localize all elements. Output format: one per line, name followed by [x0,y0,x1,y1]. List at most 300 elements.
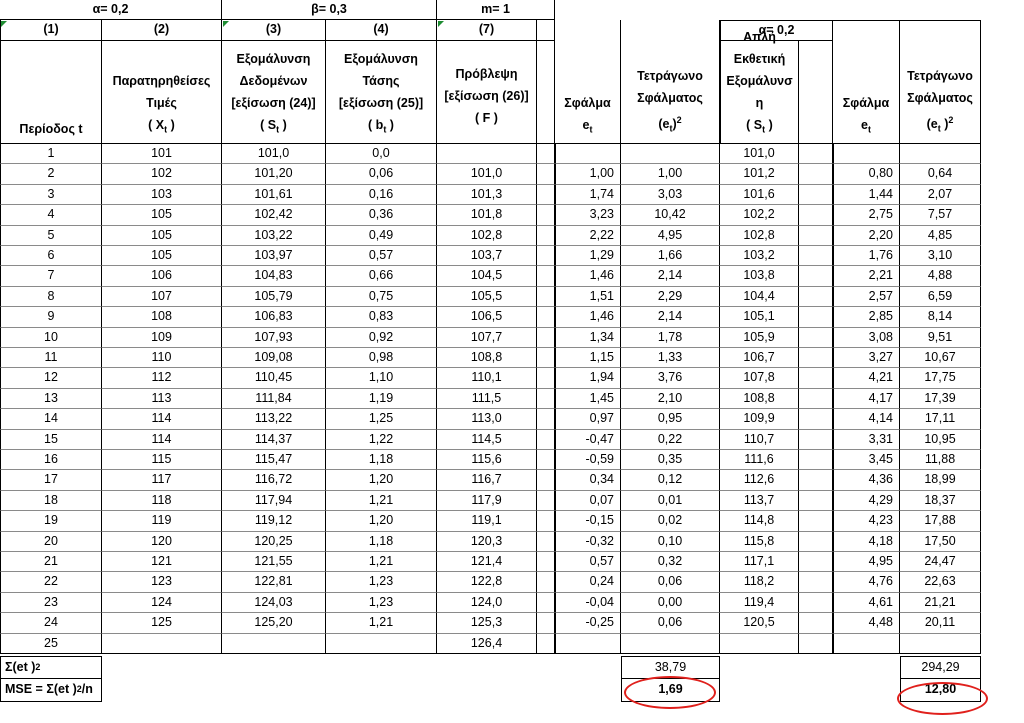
cell-empty[interactable] [537,532,555,552]
cell-smooth-data[interactable]: 122,81 [222,572,326,592]
cell-error-2[interactable]: 4,23 [833,511,900,531]
cell-sq-error[interactable]: 3,03 [621,185,720,205]
param-alpha-1[interactable]: α= 0,2 [0,0,222,20]
cell-observed[interactable]: 105 [102,246,222,266]
cell-sq-error-2[interactable]: 6,59 [900,287,981,307]
cell-sq-error[interactable]: 0,12 [621,470,720,490]
cell-forecast[interactable] [437,144,537,164]
cell-sq-error-2[interactable]: 11,88 [900,450,981,470]
cell-period[interactable]: 22 [0,572,102,592]
cell-period[interactable]: 15 [0,430,102,450]
cell-error[interactable]: 1,34 [555,328,621,348]
cell-smooth-data[interactable]: 103,97 [222,246,326,266]
mse-value-2[interactable]: 12,80 [900,679,981,702]
cell-sq-error-2[interactable] [900,144,981,164]
cell-error-2[interactable]: 0,80 [833,164,900,184]
cell-error-2[interactable]: 3,08 [833,328,900,348]
cell-empty[interactable] [537,572,555,592]
cell-smooth-data[interactable]: 111,84 [222,389,326,409]
cell-error-2[interactable]: 4,61 [833,593,900,613]
cell-forecast[interactable]: 122,8 [437,572,537,592]
cell-simple-exp[interactable]: 104,4 [720,287,799,307]
cell-error-2[interactable] [833,634,900,654]
cell-smooth-trend[interactable]: 1,23 [326,593,437,613]
cell-forecast[interactable]: 115,6 [437,450,537,470]
cell-simple-exp[interactable]: 112,6 [720,470,799,490]
cell-forecast[interactable]: 125,3 [437,613,537,633]
cell-smooth-trend[interactable]: 0,0 [326,144,437,164]
sum-value-2[interactable]: 294,29 [900,656,981,679]
cell-empty[interactable] [537,266,555,286]
cell-smooth-trend[interactable]: 1,21 [326,491,437,511]
cell-sq-error[interactable] [621,634,720,654]
cell-empty[interactable] [799,348,833,368]
cell-error[interactable]: 1,29 [555,246,621,266]
cell-sq-error[interactable]: 0,35 [621,450,720,470]
cell-error-2[interactable]: 4,29 [833,491,900,511]
cell-forecast[interactable]: 113,0 [437,409,537,429]
cell-error-2[interactable]: 4,95 [833,552,900,572]
cell-error-2[interactable]: 4,76 [833,572,900,592]
cell-empty[interactable] [537,409,555,429]
cell-error[interactable] [555,634,621,654]
cell-forecast[interactable]: 101,8 [437,205,537,225]
cell-simple-exp[interactable]: 101,0 [720,144,799,164]
cell-empty[interactable] [799,246,833,266]
cell-forecast[interactable]: 101,3 [437,185,537,205]
cell-observed[interactable]: 125 [102,613,222,633]
cell-smooth-trend[interactable]: 1,23 [326,572,437,592]
cell-error[interactable]: 0,57 [555,552,621,572]
cell-sq-error[interactable]: 0,00 [621,593,720,613]
cell-period[interactable]: 19 [0,511,102,531]
cell-smooth-trend[interactable]: 0,66 [326,266,437,286]
cell-empty[interactable] [799,613,833,633]
cell-error[interactable]: 1,15 [555,348,621,368]
cell-sq-error[interactable]: 0,32 [621,552,720,572]
cell-empty[interactable] [537,185,555,205]
cell-period[interactable]: 12 [0,368,102,388]
cell-observed[interactable] [102,634,222,654]
cell-empty[interactable] [537,164,555,184]
cell-observed[interactable]: 120 [102,532,222,552]
cell-sq-error-2[interactable]: 18,99 [900,470,981,490]
cell-empty[interactable] [537,613,555,633]
cell-smooth-data[interactable]: 104,83 [222,266,326,286]
cell-error-2[interactable]: 1,44 [833,185,900,205]
cell-empty[interactable] [537,491,555,511]
cell-empty[interactable] [537,450,555,470]
cell-sq-error-2[interactable]: 22,63 [900,572,981,592]
cell-error-2[interactable]: 2,21 [833,266,900,286]
cell-period[interactable]: 16 [0,450,102,470]
cell-smooth-data[interactable]: 106,83 [222,307,326,327]
cell-error[interactable]: -0,59 [555,450,621,470]
cell-error[interactable]: 3,23 [555,205,621,225]
cell-error-2[interactable]: 2,20 [833,226,900,246]
cell-period[interactable]: 18 [0,491,102,511]
cell-error[interactable]: 0,24 [555,572,621,592]
cell-empty[interactable] [799,572,833,592]
cell-period[interactable]: 6 [0,246,102,266]
cell-smooth-data[interactable]: 119,12 [222,511,326,531]
cell-error-2[interactable]: 4,48 [833,613,900,633]
cell-forecast[interactable]: 119,1 [437,511,537,531]
cell-empty[interactable] [799,552,833,572]
cell-error[interactable]: 2,22 [555,226,621,246]
cell-error[interactable]: 1,74 [555,185,621,205]
cell-period[interactable]: 1 [0,144,102,164]
cell-smooth-trend[interactable]: 1,25 [326,409,437,429]
cell-sq-error[interactable]: 2,14 [621,266,720,286]
cell-period[interactable]: 14 [0,409,102,429]
cell-observed[interactable]: 108 [102,307,222,327]
cell-empty[interactable] [537,511,555,531]
cell-sq-error-2[interactable] [900,634,981,654]
cell-forecast[interactable]: 110,1 [437,368,537,388]
cell-observed[interactable]: 124 [102,593,222,613]
cell-empty[interactable] [537,287,555,307]
cell-forecast[interactable]: 120,3 [437,532,537,552]
cell-sq-error-2[interactable]: 9,51 [900,328,981,348]
cell-simple-exp[interactable]: 115,8 [720,532,799,552]
cell-simple-exp[interactable] [720,634,799,654]
cell-empty[interactable] [799,307,833,327]
cell-smooth-trend[interactable]: 0,92 [326,328,437,348]
cell-forecast[interactable]: 116,7 [437,470,537,490]
cell-observed[interactable]: 112 [102,368,222,388]
cell-period[interactable]: 5 [0,226,102,246]
cell-smooth-trend[interactable]: 0,16 [326,185,437,205]
cell-smooth-data[interactable]: 120,25 [222,532,326,552]
cell-simple-exp[interactable]: 102,2 [720,205,799,225]
cell-period[interactable]: 17 [0,470,102,490]
cell-observed[interactable]: 105 [102,226,222,246]
cell-period[interactable]: 9 [0,307,102,327]
cell-error-2[interactable]: 1,76 [833,246,900,266]
cell-empty[interactable] [799,266,833,286]
cell-empty[interactable] [799,144,833,164]
cell-sq-error[interactable]: 0,10 [621,532,720,552]
cell-sq-error-2[interactable]: 21,21 [900,593,981,613]
cell-simple-exp[interactable]: 110,7 [720,430,799,450]
cell-forecast[interactable]: 111,5 [437,389,537,409]
cell-observed[interactable]: 119 [102,511,222,531]
cell-empty[interactable] [799,491,833,511]
cell-forecast[interactable]: 108,8 [437,348,537,368]
cell-smooth-trend[interactable]: 1,21 [326,552,437,572]
cell-sq-error-2[interactable]: 0,64 [900,164,981,184]
cell-empty[interactable] [537,470,555,490]
cell-period[interactable]: 10 [0,328,102,348]
cell-forecast[interactable]: 126,4 [437,634,537,654]
cell-period[interactable]: 24 [0,613,102,633]
cell-empty[interactable] [537,368,555,388]
cell-forecast[interactable]: 103,7 [437,246,537,266]
cell-sq-error[interactable]: 2,29 [621,287,720,307]
cell-empty[interactable] [537,389,555,409]
cell-smooth-data[interactable]: 109,08 [222,348,326,368]
cell-observed[interactable]: 114 [102,409,222,429]
cell-error-2[interactable] [833,144,900,164]
cell-simple-exp[interactable]: 114,8 [720,511,799,531]
cell-error-2[interactable]: 2,85 [833,307,900,327]
cell-smooth-data[interactable]: 101,20 [222,164,326,184]
cell-error-2[interactable]: 3,31 [833,430,900,450]
cell-observed[interactable]: 123 [102,572,222,592]
cell-sq-error-2[interactable]: 4,85 [900,226,981,246]
cell-sq-error[interactable]: 10,42 [621,205,720,225]
cell-smooth-trend[interactable]: 1,19 [326,389,437,409]
cell-empty[interactable] [537,144,555,164]
cell-empty[interactable] [537,246,555,266]
cell-smooth-trend[interactable]: 1,10 [326,368,437,388]
cell-sq-error[interactable]: 1,33 [621,348,720,368]
cell-sq-error[interactable]: 0,22 [621,430,720,450]
cell-error[interactable]: -0,25 [555,613,621,633]
cell-smooth-data[interactable]: 121,55 [222,552,326,572]
cell-smooth-trend[interactable]: 1,20 [326,511,437,531]
cell-simple-exp[interactable]: 113,7 [720,491,799,511]
cell-sq-error-2[interactable]: 17,88 [900,511,981,531]
cell-sq-error[interactable]: 1,66 [621,246,720,266]
cell-sq-error[interactable]: 2,10 [621,389,720,409]
cell-empty[interactable] [799,450,833,470]
cell-period[interactable]: 20 [0,532,102,552]
cell-sq-error[interactable]: 0,02 [621,511,720,531]
cell-observed[interactable]: 117 [102,470,222,490]
cell-smooth-data[interactable]: 116,72 [222,470,326,490]
cell-error[interactable]: -0,47 [555,430,621,450]
cell-simple-exp[interactable]: 111,6 [720,450,799,470]
cell-simple-exp[interactable]: 119,4 [720,593,799,613]
cell-smooth-trend[interactable]: 0,75 [326,287,437,307]
cell-forecast[interactable]: 117,9 [437,491,537,511]
cell-error-2[interactable]: 2,75 [833,205,900,225]
cell-error-2[interactable]: 3,45 [833,450,900,470]
cell-smooth-data[interactable]: 102,42 [222,205,326,225]
cell-empty[interactable] [799,287,833,307]
cell-simple-exp[interactable]: 105,1 [720,307,799,327]
cell-sq-error-2[interactable]: 17,11 [900,409,981,429]
cell-smooth-data[interactable]: 101,0 [222,144,326,164]
cell-simple-exp[interactable]: 101,2 [720,164,799,184]
cell-smooth-trend[interactable]: 1,21 [326,613,437,633]
cell-error[interactable]: 1,46 [555,307,621,327]
cell-period[interactable]: 13 [0,389,102,409]
cell-empty[interactable] [799,511,833,531]
cell-error-2[interactable]: 4,21 [833,368,900,388]
cell-error-2[interactable]: 2,57 [833,287,900,307]
cell-smooth-trend[interactable]: 1,22 [326,430,437,450]
cell-empty[interactable] [537,552,555,572]
cell-empty[interactable] [799,328,833,348]
param-m[interactable]: m= 1 [437,0,555,20]
cell-error[interactable]: 1,94 [555,368,621,388]
cell-sq-error-2[interactable]: 17,50 [900,532,981,552]
cell-empty[interactable] [537,307,555,327]
cell-simple-exp[interactable]: 120,5 [720,613,799,633]
cell-observed[interactable]: 102 [102,164,222,184]
cell-error[interactable]: -0,15 [555,511,621,531]
cell-empty[interactable] [799,205,833,225]
cell-error[interactable]: -0,04 [555,593,621,613]
cell-error[interactable]: 1,45 [555,389,621,409]
cell-error-2[interactable]: 3,27 [833,348,900,368]
cell-empty[interactable] [537,634,555,654]
cell-period[interactable]: 4 [0,205,102,225]
cell-smooth-data[interactable]: 107,93 [222,328,326,348]
cell-smooth-data[interactable]: 103,22 [222,226,326,246]
cell-empty[interactable] [799,185,833,205]
cell-forecast[interactable]: 104,5 [437,266,537,286]
cell-forecast[interactable]: 124,0 [437,593,537,613]
cell-simple-exp[interactable]: 103,2 [720,246,799,266]
cell-observed[interactable]: 110 [102,348,222,368]
cell-period[interactable]: 23 [0,593,102,613]
cell-smooth-data[interactable]: 117,94 [222,491,326,511]
cell-sq-error[interactable]: 4,95 [621,226,720,246]
cell-smooth-data[interactable]: 125,20 [222,613,326,633]
cell-forecast[interactable]: 107,7 [437,328,537,348]
cell-sq-error-2[interactable]: 2,07 [900,185,981,205]
cell-observed[interactable]: 106 [102,266,222,286]
cell-simple-exp[interactable]: 117,1 [720,552,799,572]
cell-error-2[interactable]: 4,36 [833,470,900,490]
cell-empty[interactable] [537,430,555,450]
sum-value-1[interactable]: 38,79 [621,656,720,679]
cell-sq-error[interactable]: 2,14 [621,307,720,327]
cell-period[interactable]: 2 [0,164,102,184]
cell-simple-exp[interactable]: 108,8 [720,389,799,409]
param-alpha-2[interactable]: α= 0,2 [720,20,833,41]
cell-empty[interactable] [799,532,833,552]
cell-sq-error-2[interactable]: 3,10 [900,246,981,266]
cell-smooth-data[interactable]: 101,61 [222,185,326,205]
cell-sq-error[interactable]: 1,00 [621,164,720,184]
cell-period[interactable]: 25 [0,634,102,654]
cell-smooth-trend[interactable]: 0,98 [326,348,437,368]
cell-period[interactable]: 8 [0,287,102,307]
cell-observed[interactable]: 118 [102,491,222,511]
cell-smooth-data[interactable]: 124,03 [222,593,326,613]
cell-period[interactable]: 21 [0,552,102,572]
cell-sq-error-2[interactable]: 17,75 [900,368,981,388]
cell-simple-exp[interactable]: 101,6 [720,185,799,205]
cell-error[interactable]: 0,97 [555,409,621,429]
cell-sq-error-2[interactable]: 7,57 [900,205,981,225]
cell-simple-exp[interactable]: 102,8 [720,226,799,246]
cell-empty[interactable] [799,593,833,613]
cell-observed[interactable]: 114 [102,430,222,450]
param-beta[interactable]: β= 0,3 [222,0,437,20]
cell-sq-error-2[interactable]: 8,14 [900,307,981,327]
cell-observed[interactable]: 121 [102,552,222,572]
cell-smooth-trend[interactable]: 1,18 [326,532,437,552]
cell-error[interactable]: -0,32 [555,532,621,552]
cell-smooth-trend[interactable]: 1,18 [326,450,437,470]
cell-forecast[interactable]: 114,5 [437,430,537,450]
cell-sq-error-2[interactable]: 17,39 [900,389,981,409]
cell-sq-error[interactable]: 3,76 [621,368,720,388]
cell-sq-error[interactable]: 0,95 [621,409,720,429]
cell-empty[interactable] [799,368,833,388]
cell-smooth-trend[interactable]: 0,57 [326,246,437,266]
cell-smooth-data[interactable]: 105,79 [222,287,326,307]
cell-sq-error-2[interactable]: 10,67 [900,348,981,368]
cell-forecast[interactable]: 105,5 [437,287,537,307]
cell-observed[interactable]: 105 [102,205,222,225]
cell-forecast[interactable]: 102,8 [437,226,537,246]
cell-simple-exp[interactable]: 103,8 [720,266,799,286]
cell-simple-exp[interactable]: 105,9 [720,328,799,348]
cell-empty[interactable] [799,430,833,450]
cell-smooth-data[interactable]: 115,47 [222,450,326,470]
cell-error[interactable]: 1,46 [555,266,621,286]
cell-observed[interactable]: 109 [102,328,222,348]
cell-simple-exp[interactable]: 106,7 [720,348,799,368]
cell-sq-error[interactable] [621,144,720,164]
cell-empty[interactable] [537,348,555,368]
cell-smooth-trend[interactable]: 1,20 [326,470,437,490]
cell-empty[interactable] [537,328,555,348]
cell-smooth-data[interactable] [222,634,326,654]
cell-simple-exp[interactable]: 107,8 [720,368,799,388]
cell-error-2[interactable]: 4,14 [833,409,900,429]
cell-sq-error-2[interactable]: 4,88 [900,266,981,286]
cell-empty[interactable] [537,226,555,246]
cell-observed[interactable]: 103 [102,185,222,205]
mse-value-1[interactable]: 1,69 [621,679,720,702]
cell-error[interactable]: 0,34 [555,470,621,490]
cell-smooth-data[interactable]: 114,37 [222,430,326,450]
cell-observed[interactable]: 115 [102,450,222,470]
cell-empty[interactable] [799,164,833,184]
cell-period[interactable]: 7 [0,266,102,286]
cell-period[interactable]: 11 [0,348,102,368]
cell-error[interactable]: 0,07 [555,491,621,511]
cell-observed[interactable]: 101 [102,144,222,164]
cell-sq-error[interactable]: 0,06 [621,572,720,592]
cell-sq-error-2[interactable]: 24,47 [900,552,981,572]
cell-forecast[interactable]: 106,5 [437,307,537,327]
cell-smooth-data[interactable]: 110,45 [222,368,326,388]
cell-error-2[interactable]: 4,17 [833,389,900,409]
cell-simple-exp[interactable]: 118,2 [720,572,799,592]
cell-error-2[interactable]: 4,18 [833,532,900,552]
cell-period[interactable]: 3 [0,185,102,205]
cell-observed[interactable]: 113 [102,389,222,409]
cell-sq-error[interactable]: 0,01 [621,491,720,511]
cell-forecast[interactable]: 121,4 [437,552,537,572]
cell-forecast[interactable]: 101,0 [437,164,537,184]
cell-sq-error-2[interactable]: 20,11 [900,613,981,633]
cell-empty[interactable] [799,226,833,246]
cell-smooth-trend[interactable]: 0,49 [326,226,437,246]
cell-empty[interactable] [799,634,833,654]
cell-smooth-trend[interactable]: 0,06 [326,164,437,184]
cell-sq-error[interactable]: 0,06 [621,613,720,633]
cell-empty[interactable] [799,470,833,490]
cell-simple-exp[interactable]: 109,9 [720,409,799,429]
cell-error[interactable]: 1,51 [555,287,621,307]
cell-smooth-trend[interactable]: 0,36 [326,205,437,225]
cell-smooth-trend[interactable] [326,634,437,654]
cell-empty[interactable] [799,409,833,429]
cell-error[interactable] [555,144,621,164]
cell-smooth-trend[interactable]: 0,83 [326,307,437,327]
cell-empty[interactable] [537,205,555,225]
